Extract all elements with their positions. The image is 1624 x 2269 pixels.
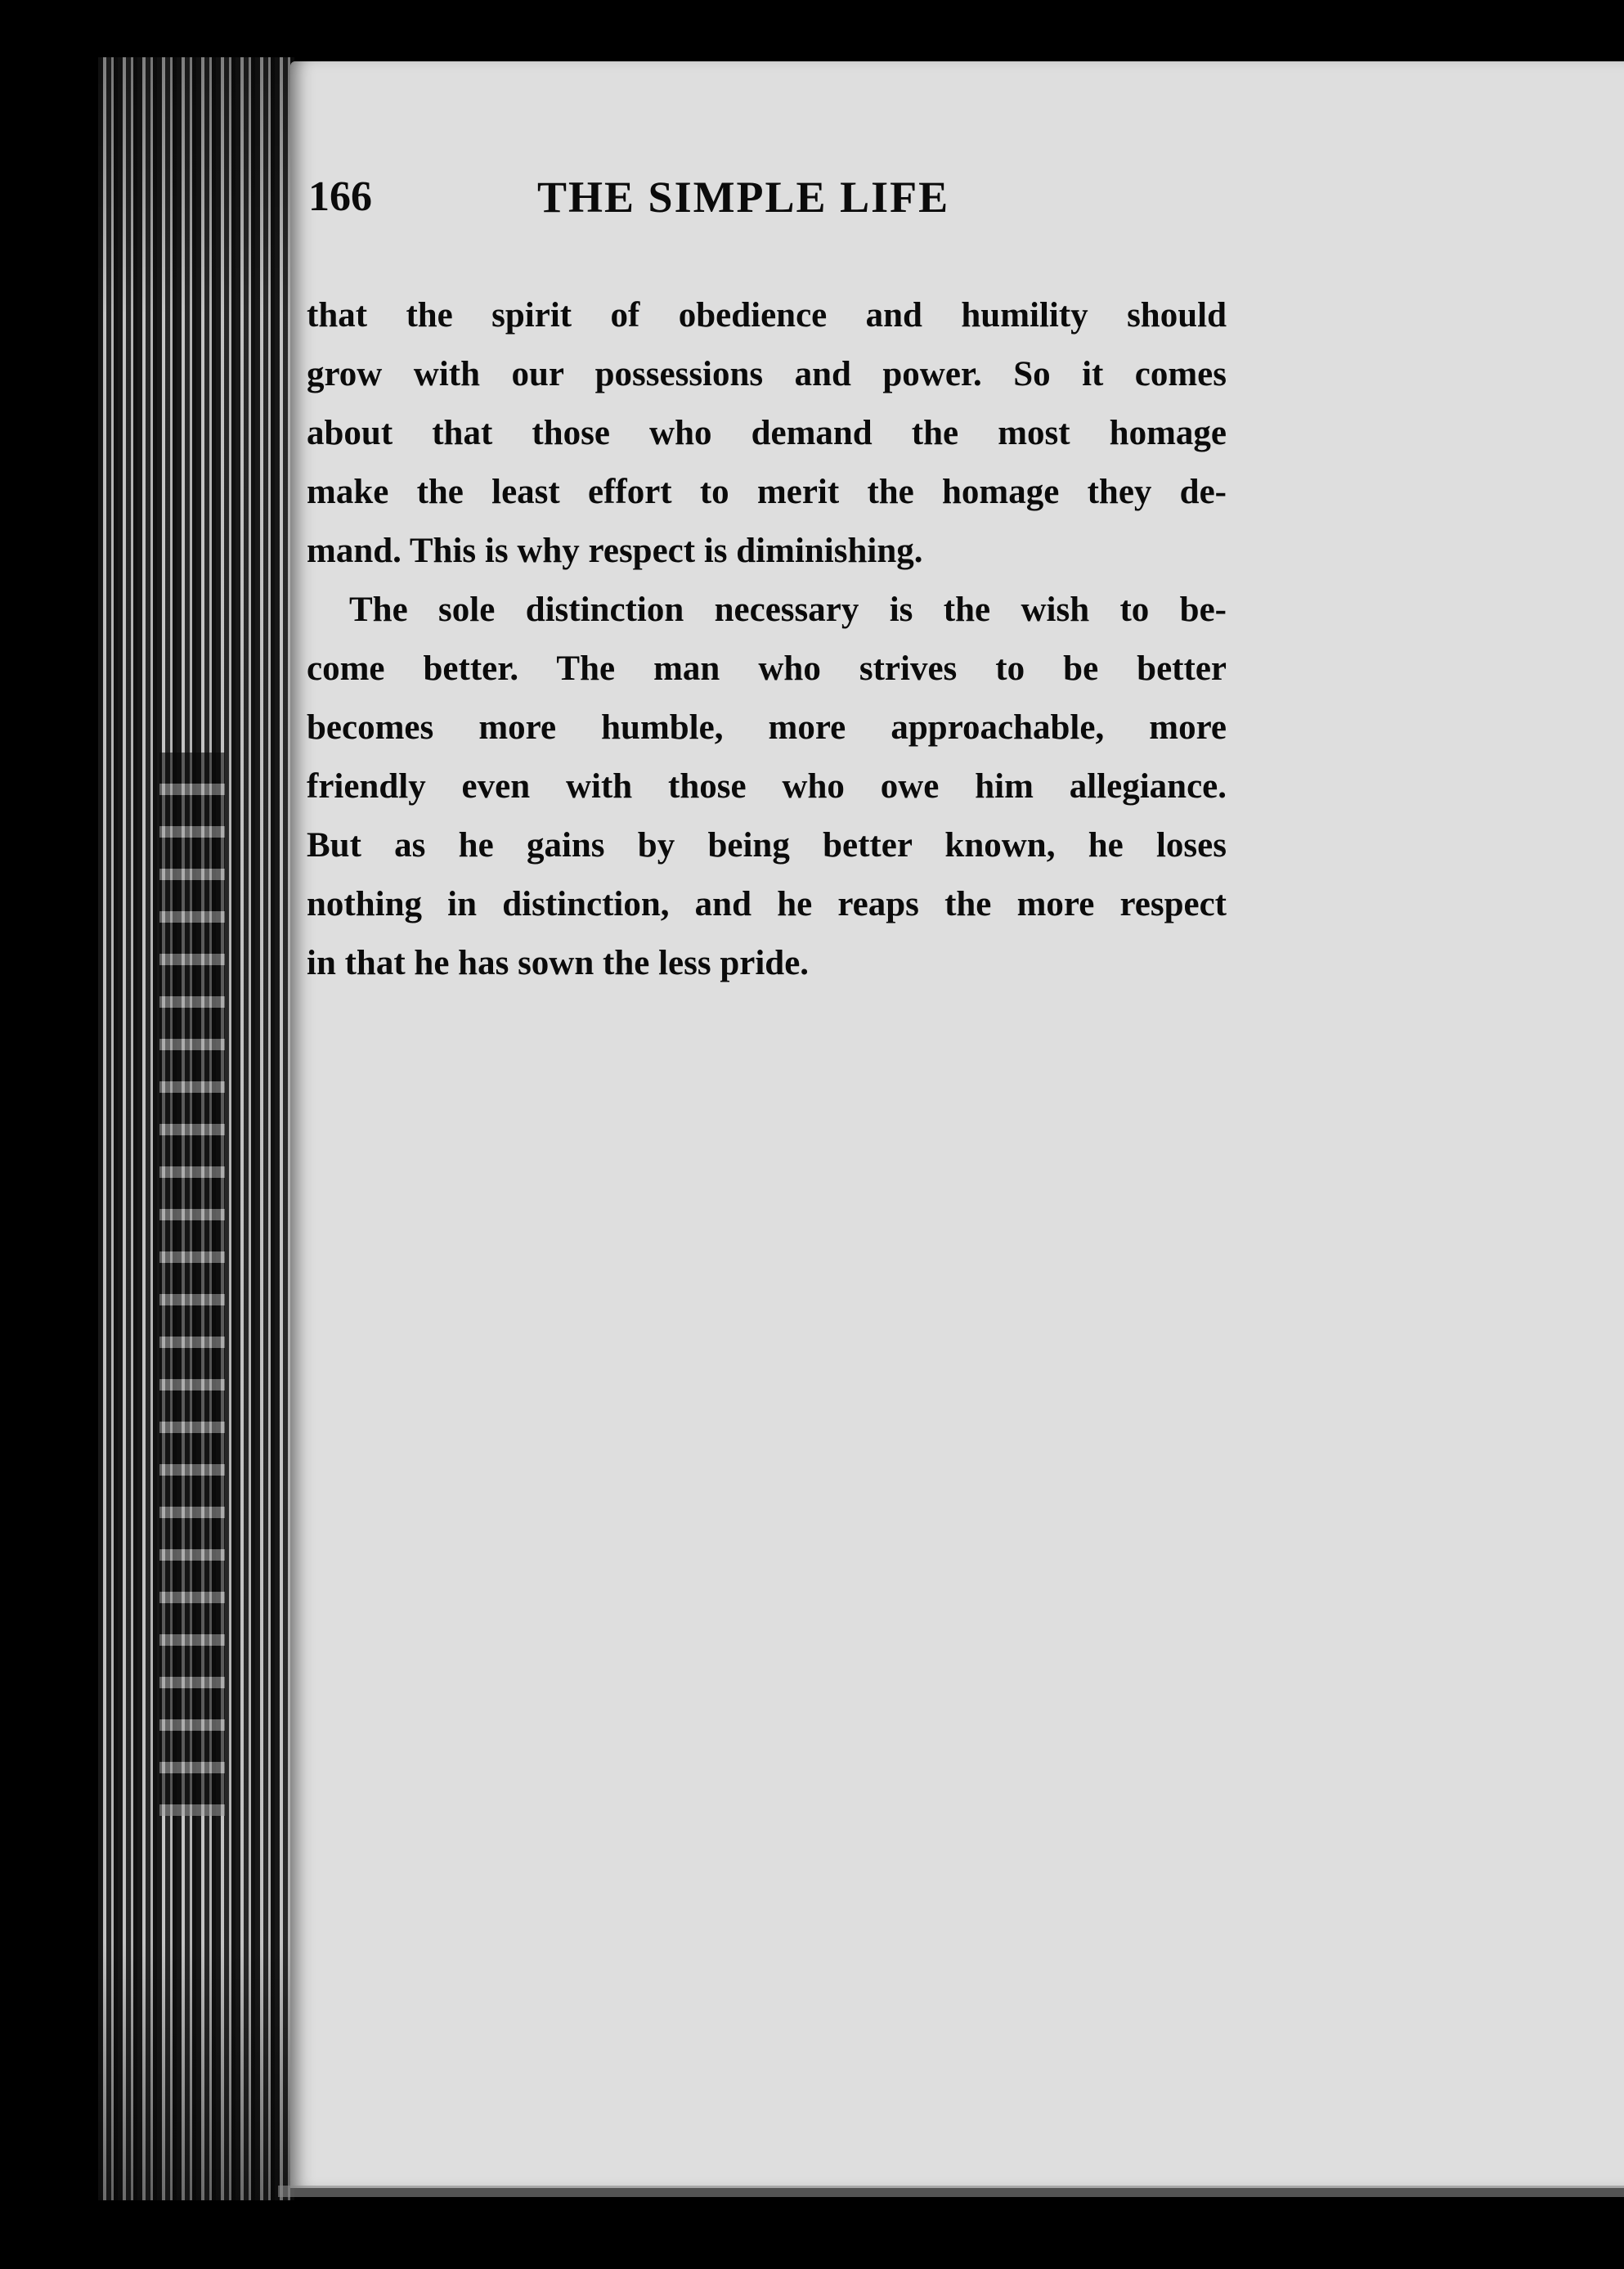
text-line: The sole distinction necessary is the wish to be-	[349, 591, 1227, 629]
text-line: come better. The man who strives to be better	[307, 649, 1227, 688]
text-line: becomes more humble, more approachable, more	[307, 708, 1227, 747]
page-header	[308, 160, 1306, 234]
text-line: make the least effort to merit the homage they de-	[307, 473, 1227, 511]
text-line: nothing in distinction, and he reaps the more respect	[307, 885, 1227, 923]
text-line: mand. This is why respect is diminishing.	[307, 532, 923, 570]
text-line: But as he gains by being better known, he loses	[307, 826, 1227, 865]
text-line: about that those who demand the most homage	[307, 414, 1227, 452]
text-line: that the spirit of obedience and humility should	[307, 296, 1227, 335]
body-text	[307, 286, 1227, 993]
running-head: THE SIMPLE LIFE	[537, 173, 950, 222]
page-bottom-edge	[278, 2186, 1624, 2197]
text-line: grow with our possessions and power. So it comes	[307, 355, 1227, 393]
page-number: 166	[308, 173, 372, 220]
text-line: friendly even with those who owe him allegiance.	[307, 767, 1227, 806]
text-line: in that he has sown the less pride.	[307, 944, 810, 982]
page-edges-shadow	[98, 57, 294, 2200]
